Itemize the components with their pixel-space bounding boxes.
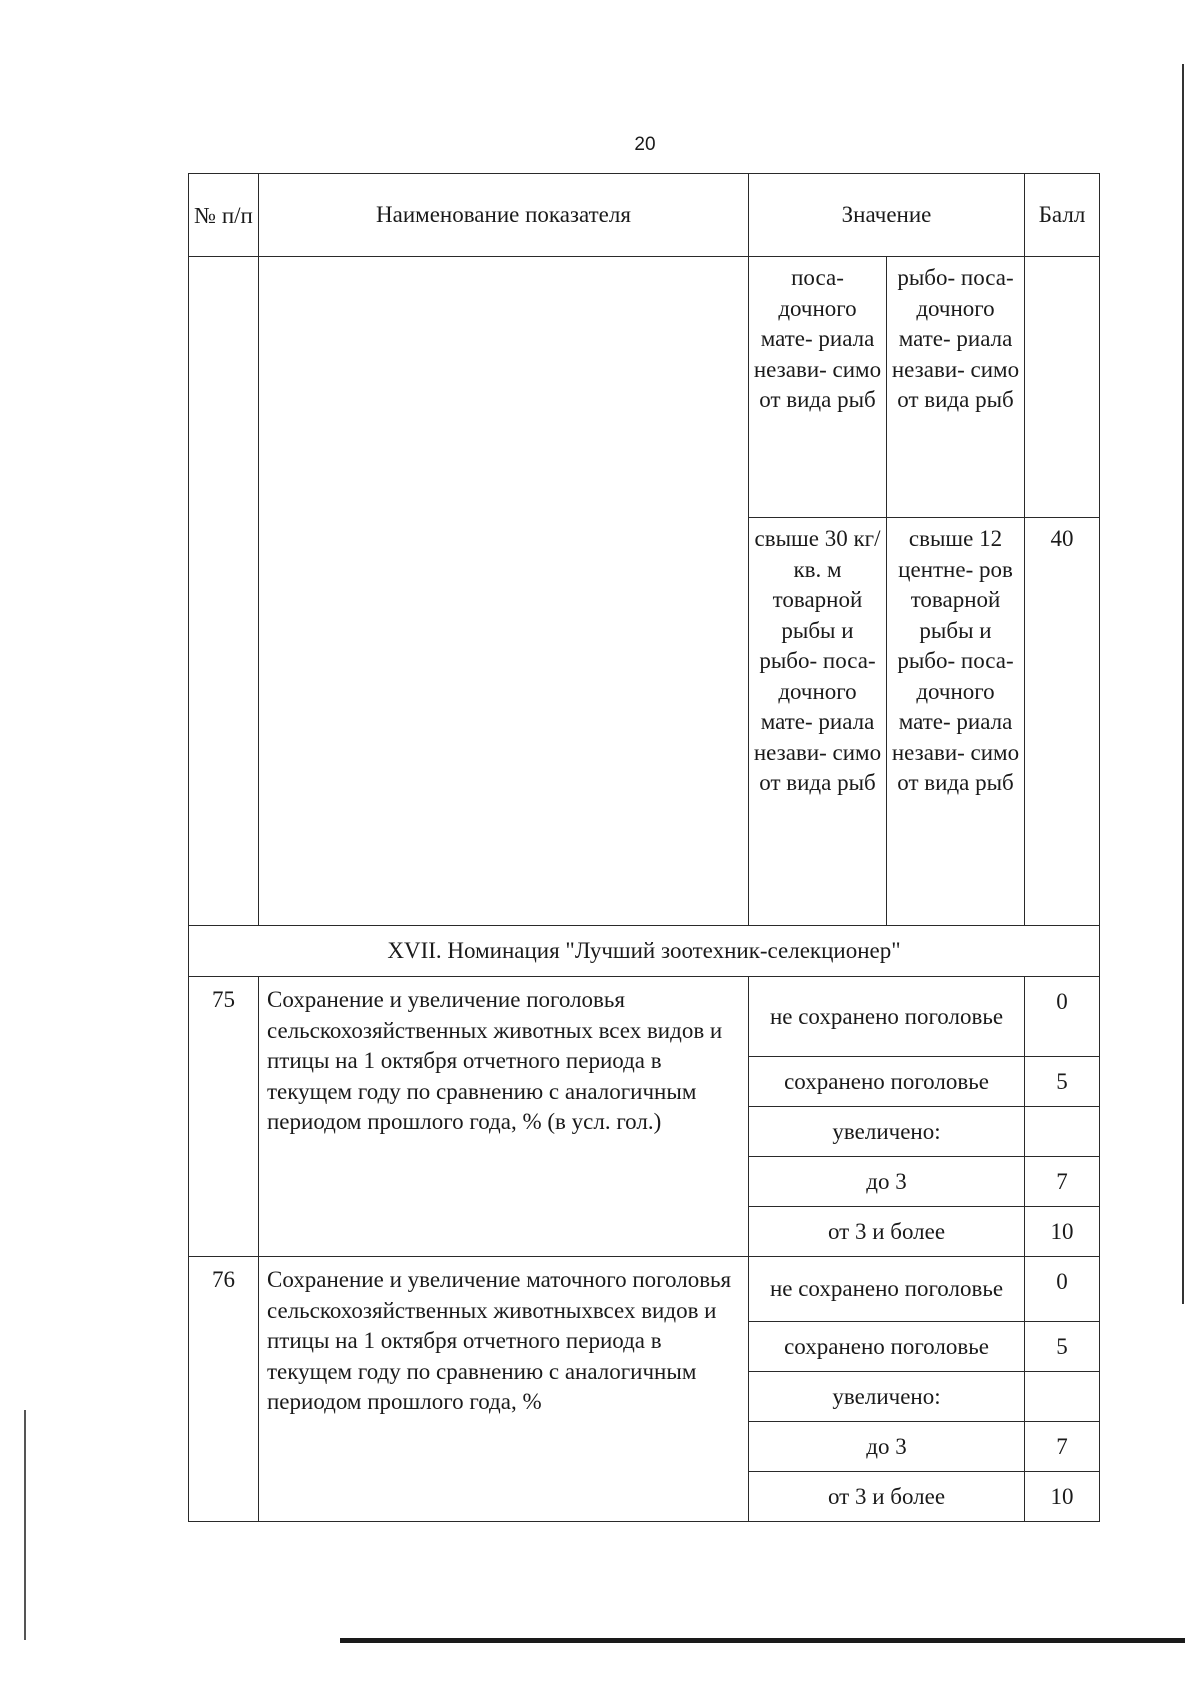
row-number: 75	[189, 977, 259, 1257]
option-score: 5	[1025, 1322, 1100, 1372]
row-number: 76	[189, 1257, 259, 1522]
option-label: сохранено поголовье	[749, 1057, 1025, 1107]
option-label: до 3	[749, 1157, 1025, 1207]
scan-edge-line-left	[24, 1410, 26, 1640]
option-label: увеличено:	[749, 1107, 1025, 1157]
value-cell: свыше 30 кг/кв. м товарной рыбы и рыбо- поса- дочного мате- риала незави- симо от вида рыб	[749, 518, 887, 926]
continuation-row	[189, 257, 1100, 518]
value-cell: свыше 12 центне- ров товарной рыбы и рыбо- поса- дочного мате- риала незави- симо от вида рыб	[887, 518, 1025, 926]
header-num: № п/п	[189, 174, 259, 257]
option-score: 10	[1025, 1472, 1100, 1522]
score-cell: 40	[1025, 518, 1100, 926]
option-label: не сохранено поголовье	[749, 1257, 1025, 1322]
indicator-name: Сохранение и увеличение маточного поголовья сельскохозяйственных животныхвсех видов и птицы на 1 октября отчетного периода в текущем году по сравнению с аналогичным периодом прошлого года, %	[259, 1257, 749, 1522]
option-label: не сохранено поголовье	[749, 977, 1025, 1057]
section-title: XVII. Номинация "Лучший зоотехник-селекционер"	[189, 926, 1100, 977]
option-score: 10	[1025, 1207, 1100, 1257]
indicator-name: Сохранение и увеличение поголовья сельскохозяйственных животных всех видов и птицы на 1 октября отчетного периода в текущем году по сравнению с аналогичным периодом прошлого года, % (в усл. гол.)	[259, 977, 749, 1257]
page-number: 20	[634, 134, 656, 155]
option-score: 7	[1025, 1422, 1100, 1472]
table-row	[189, 977, 1100, 1057]
option-label: сохранено поголовье	[749, 1322, 1025, 1372]
option-score	[1025, 1372, 1100, 1422]
scan-edge-line-right	[1182, 64, 1184, 1304]
option-label: от 3 и более	[749, 1207, 1025, 1257]
option-label: до 3	[749, 1422, 1025, 1472]
header-name: Наименование показателя	[259, 174, 749, 257]
option-score: 0	[1025, 1257, 1100, 1322]
option-label: увеличено:	[749, 1372, 1025, 1422]
value-cell: рыбо- поса- дочного мате- риала незави- симо от вида рыб	[887, 257, 1025, 518]
continuation-num-cell	[189, 257, 259, 926]
score-cell	[1025, 257, 1100, 518]
scan-edge-line-bottom	[340, 1638, 1185, 1643]
option-score	[1025, 1107, 1100, 1157]
table-row	[189, 1257, 1100, 1322]
header-score: Балл	[1025, 174, 1100, 257]
table-header-row	[189, 174, 1100, 257]
option-score: 7	[1025, 1157, 1100, 1207]
section-title-row	[189, 926, 1100, 977]
indicators-table	[188, 173, 1100, 1522]
continuation-name-cell	[259, 257, 749, 926]
option-score: 0	[1025, 977, 1100, 1057]
header-value: Значение	[749, 174, 1025, 257]
option-label: от 3 и более	[749, 1472, 1025, 1522]
value-cell: поса- дочного мате- риала незави- симо от вида рыб	[749, 257, 887, 518]
option-score: 5	[1025, 1057, 1100, 1107]
